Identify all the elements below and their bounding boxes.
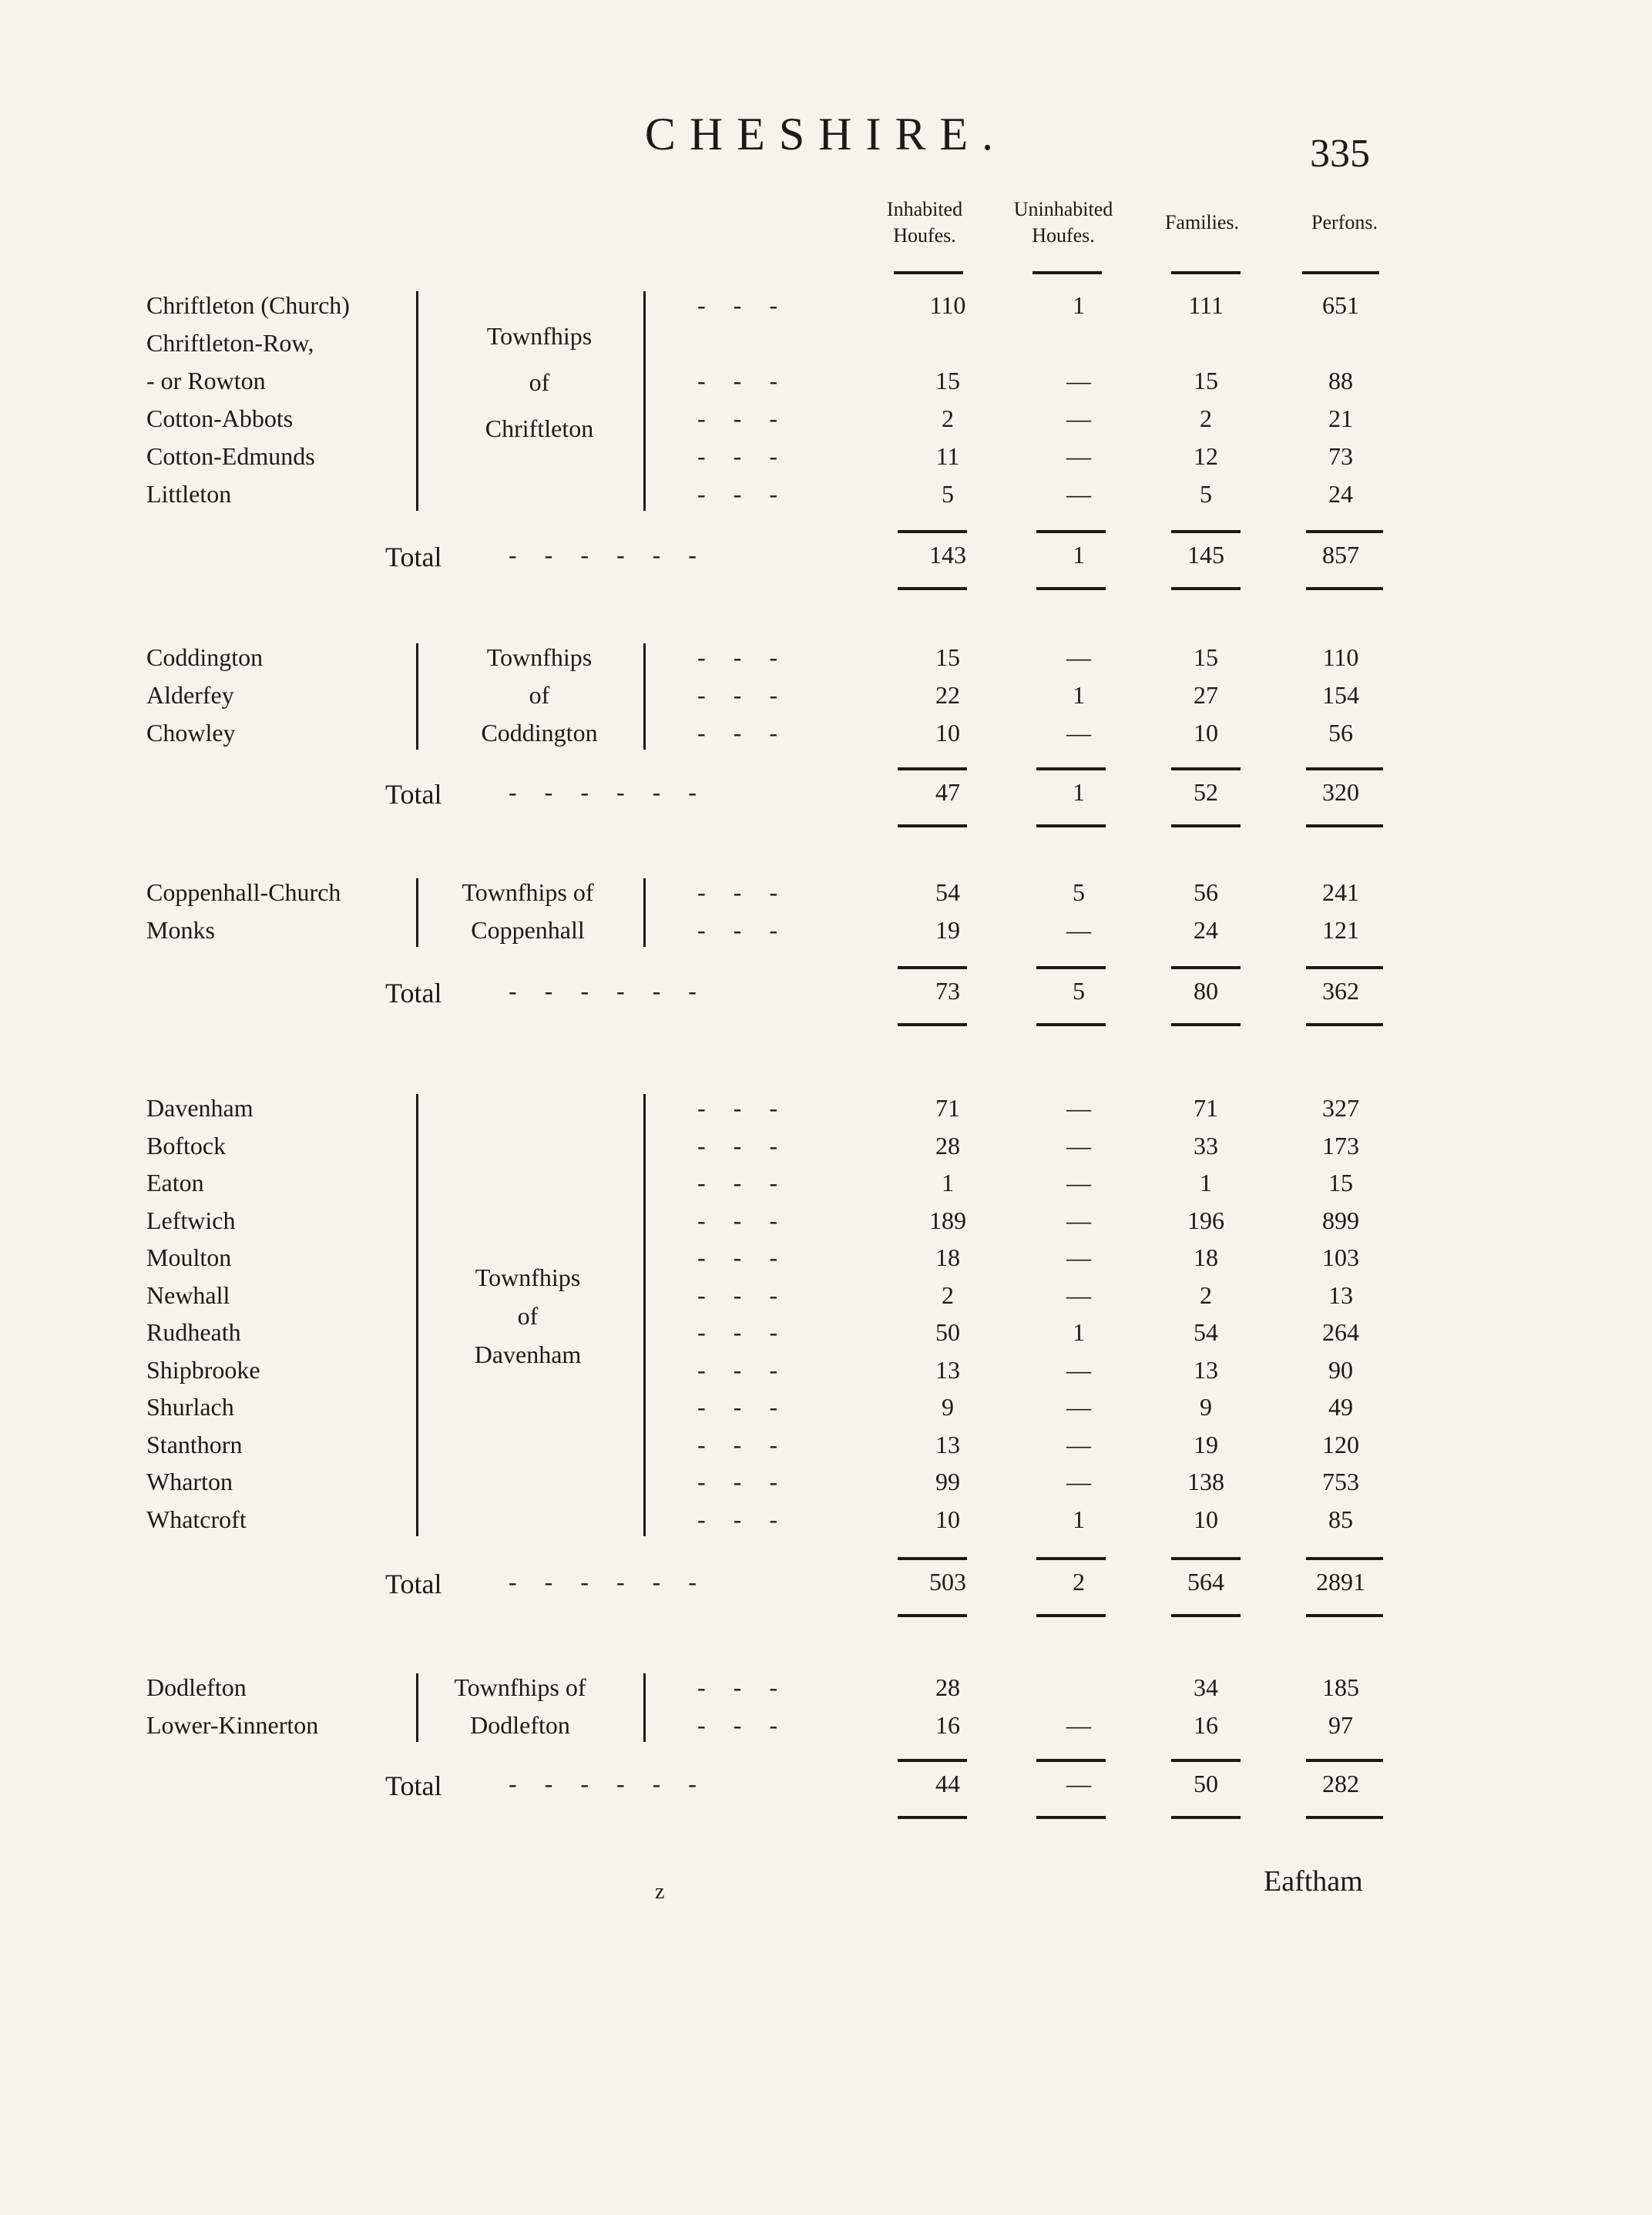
cell-uninhabited: 1 (1073, 1505, 1085, 1533)
place-name: Davenham (146, 1094, 254, 1122)
leader-dots: - - - (697, 1393, 788, 1421)
page-title: CHESHIRE. (644, 109, 1008, 159)
cell-persons: 15 (1328, 1169, 1353, 1196)
total-rule (1171, 1816, 1241, 1819)
cell-persons: 753 (1322, 1468, 1359, 1495)
total-rule (1036, 824, 1106, 827)
cell-families: 10 (1194, 719, 1218, 747)
township-note: Townfhips (486, 643, 593, 671)
cell-persons: 73 (1328, 442, 1353, 470)
total-inhabited: 143 (929, 541, 966, 569)
column-heading-uninhabited: Uninhabited Houfes. (1013, 198, 1113, 247)
township-note: Townfhips of (454, 1673, 586, 1701)
township-note: Townfhips (475, 1264, 581, 1291)
column-heading-inhabited: Inhabited Houfes. (886, 198, 963, 247)
total-rule (1036, 1614, 1106, 1617)
sum-rule (1036, 530, 1106, 533)
bracket-left (416, 1673, 418, 1742)
cell-inhabited: 15 (935, 643, 960, 671)
bracket-left (416, 1094, 418, 1536)
sum-rule (1306, 1759, 1383, 1762)
cell-inhabited: 189 (929, 1206, 966, 1234)
cell-persons: 103 (1322, 1243, 1359, 1271)
place-name: Chowley (146, 719, 236, 747)
place-name: Coppenhall-Church (146, 878, 341, 906)
leader-dots: - - - (697, 916, 788, 944)
total-rule (898, 1614, 967, 1617)
cell-inhabited: 50 (935, 1318, 960, 1346)
leader-dots: - - - (697, 1243, 788, 1271)
cell-uninhabited: — (1066, 1206, 1091, 1234)
cell-persons: 651 (1322, 291, 1359, 319)
township-note: Coddington (481, 719, 598, 747)
sum-rule (1306, 767, 1383, 770)
leader-dots: - - - (697, 719, 788, 747)
cell-uninhabited: — (1066, 719, 1091, 747)
cell-families: 12 (1194, 442, 1218, 470)
total-rule (1036, 1816, 1106, 1819)
signature-mark: z (655, 1880, 665, 1904)
total-families: 80 (1194, 977, 1218, 1005)
column-heading-persons: Perfons. (1311, 211, 1378, 233)
place-name: Moulton (146, 1243, 232, 1271)
cell-inhabited: 11 (935, 442, 960, 470)
cell-inhabited: 5 (942, 480, 954, 508)
cell-inhabited: 10 (935, 1505, 960, 1533)
total-persons: 2891 (1316, 1568, 1365, 1596)
cell-families: 15 (1194, 367, 1218, 394)
leader-dots: - - - - - - (509, 541, 707, 569)
cell-uninhabited: — (1066, 404, 1091, 432)
cell-uninhabited: — (1066, 1430, 1091, 1458)
place-name: Monks (146, 916, 215, 944)
sum-rule (1036, 1759, 1106, 1762)
cell-families: 2 (1200, 1280, 1212, 1309)
leader-dots: - - - (697, 1711, 788, 1739)
leader-dots: - - - (697, 480, 788, 508)
place-name: Shurlach (146, 1393, 234, 1421)
cell-inhabited: 13 (935, 1355, 960, 1384)
cell-uninhabited: — (1066, 1393, 1091, 1421)
leader-dots: - - - - - - (509, 1770, 707, 1797)
total-label: Total (385, 1569, 442, 1599)
cell-families: 24 (1194, 916, 1218, 944)
total-families: 50 (1194, 1770, 1218, 1797)
total-rule (898, 824, 967, 827)
cell-families: 138 (1187, 1468, 1224, 1495)
place-name: Dodlefton (146, 1673, 247, 1701)
cell-uninhabited: — (1066, 1280, 1091, 1309)
cell-persons: 90 (1328, 1355, 1353, 1384)
cell-uninhabited: 1 (1073, 1318, 1085, 1346)
bracket-left (416, 878, 418, 947)
place-name: Cotton-Edmunds (146, 442, 315, 470)
catchword: Eaftham (1264, 1865, 1363, 1898)
leader-dots: - - - (697, 1169, 788, 1196)
cell-persons: 154 (1322, 681, 1359, 709)
cell-families: 34 (1194, 1673, 1218, 1701)
cell-uninhabited: — (1066, 442, 1091, 470)
sum-rule (1036, 767, 1106, 770)
cell-uninhabited: — (1066, 1711, 1091, 1739)
cell-inhabited: 16 (935, 1711, 960, 1739)
cell-inhabited: 10 (935, 719, 960, 747)
cell-families: 10 (1194, 1505, 1218, 1533)
total-families: 52 (1194, 778, 1218, 806)
place-name: Lower-Kinnerton (146, 1711, 319, 1739)
cell-inhabited: 2 (942, 404, 954, 432)
place-name: - or Rowton (146, 367, 266, 394)
cell-inhabited: 54 (935, 878, 960, 906)
cell-persons: 56 (1328, 719, 1353, 747)
place-name: Cotton-Abbots (146, 404, 294, 432)
total-label: Total (385, 779, 442, 810)
cell-families: 71 (1194, 1094, 1218, 1122)
cell-uninhabited: — (1066, 1468, 1091, 1495)
place-name: Wharton (146, 1468, 233, 1495)
total-uninhabited: — (1066, 1770, 1091, 1797)
total-label: Total (385, 1770, 442, 1801)
cell-inhabited: 18 (935, 1243, 960, 1271)
total-rule (1036, 1023, 1106, 1026)
place-name: Coddington (146, 643, 264, 671)
cell-uninhabited: 1 (1073, 681, 1085, 709)
cell-persons: 97 (1328, 1711, 1353, 1739)
cell-families: 33 (1194, 1131, 1218, 1160)
township-note: Coppenhall (471, 916, 585, 944)
sum-rule (1306, 1557, 1383, 1560)
total-rule (1306, 1023, 1383, 1026)
heading-rule (1171, 271, 1241, 274)
cell-inhabited: 99 (935, 1468, 960, 1495)
bracket-right (643, 643, 646, 750)
sum-rule (1171, 1557, 1241, 1560)
township-note: Townfhips (486, 322, 593, 350)
cell-families: 111 (1188, 291, 1224, 319)
leader-dots: - - - (697, 404, 788, 432)
sum-rule (898, 767, 967, 770)
leader-dots: - - - (697, 1355, 788, 1384)
place-name: Leftwich (146, 1206, 236, 1234)
place-name: Eaton (146, 1169, 204, 1196)
bracket-right (643, 1094, 646, 1536)
total-rule (1306, 1614, 1383, 1617)
leader-dots: - - - (697, 1318, 788, 1346)
bracket-left (416, 643, 418, 750)
leader-dots: - - - (697, 1131, 788, 1160)
total-inhabited: 47 (935, 778, 960, 806)
total-inhabited: 73 (935, 977, 960, 1005)
cell-persons: 13 (1328, 1280, 1353, 1309)
cell-families: 9 (1200, 1393, 1212, 1421)
cell-inhabited: 9 (942, 1393, 954, 1421)
sum-rule (1306, 530, 1383, 533)
total-persons: 857 (1322, 541, 1359, 569)
sum-rule (898, 1557, 967, 1560)
column-heading-families: Families. (1164, 211, 1240, 233)
cell-persons: 21 (1328, 404, 1353, 432)
sum-rule (1171, 966, 1241, 969)
cell-inhabited: 2 (942, 1280, 954, 1309)
cell-persons: 241 (1322, 878, 1359, 906)
cell-persons: 173 (1322, 1131, 1359, 1160)
total-uninhabited: 1 (1073, 541, 1085, 569)
total-rule (1171, 824, 1241, 827)
place-name: Alderfey (146, 681, 234, 709)
cell-persons: 899 (1322, 1206, 1359, 1234)
cell-families: 16 (1194, 1711, 1218, 1739)
cell-uninhabited: — (1066, 367, 1091, 394)
cell-families: 15 (1194, 643, 1218, 671)
leader-dots: - - - (697, 1468, 788, 1495)
cell-persons: 185 (1322, 1673, 1359, 1701)
leader-dots: - - - (697, 367, 788, 394)
leader-dots: - - - (697, 291, 788, 319)
total-inhabited: 44 (935, 1770, 960, 1797)
cell-inhabited: 28 (935, 1131, 960, 1160)
cell-uninhabited: — (1066, 643, 1091, 671)
cell-families: 196 (1187, 1206, 1224, 1234)
sum-rule (898, 1759, 967, 1762)
leader-dots: - - - (697, 1673, 788, 1701)
total-rule (1171, 587, 1241, 590)
sum-rule (1171, 767, 1241, 770)
cell-families: 27 (1194, 681, 1218, 709)
sum-rule (1306, 966, 1383, 969)
total-rule (898, 587, 967, 590)
total-uninhabited: 2 (1073, 1568, 1085, 1596)
heading-rule (1302, 271, 1379, 274)
total-rule (898, 1023, 967, 1026)
place-name: Chriftleton-Row, (146, 329, 314, 357)
total-uninhabited: 1 (1073, 778, 1085, 806)
cell-persons: 120 (1322, 1430, 1359, 1458)
total-rule (1036, 587, 1106, 590)
total-persons: 282 (1322, 1770, 1359, 1797)
cell-uninhabited: — (1066, 1243, 1091, 1271)
total-label: Total (385, 542, 442, 572)
total-families: 145 (1187, 541, 1224, 569)
leader-dots: - - - (697, 1280, 788, 1309)
cell-inhabited: 71 (935, 1094, 960, 1122)
total-inhabited: 503 (929, 1568, 966, 1596)
cell-families: 18 (1194, 1243, 1218, 1271)
place-name: Whatcroft (146, 1505, 247, 1533)
place-name: Boftock (146, 1131, 227, 1160)
leader-dots: - - - - - - (509, 977, 707, 1005)
township-note: Townfhips of (462, 878, 594, 906)
sum-rule (1036, 1557, 1106, 1560)
total-families: 564 (1187, 1568, 1224, 1596)
cell-families: 2 (1200, 404, 1212, 432)
leader-dots: - - - (697, 1094, 788, 1122)
cell-persons: 110 (1322, 643, 1359, 671)
township-note: Chriftleton (485, 414, 594, 442)
township-note: Davenham (474, 1341, 582, 1368)
total-rule (1306, 587, 1383, 590)
total-rule (1306, 1816, 1383, 1819)
bracket-right (643, 878, 646, 947)
leader-dots: - - - (697, 1430, 788, 1458)
bracket-left (416, 291, 418, 511)
leader-dots: - - - (697, 1206, 788, 1234)
cell-persons: 49 (1328, 1393, 1353, 1421)
total-persons: 362 (1322, 977, 1359, 1005)
township-note: Dodlefton (470, 1711, 570, 1739)
cell-inhabited: 22 (935, 681, 960, 709)
leader-dots: - - - - - - (509, 1568, 707, 1596)
cell-families: 19 (1194, 1430, 1218, 1458)
leader-dots: - - - (697, 442, 788, 470)
township-note: of (517, 1302, 539, 1330)
leader-dots: - - - (697, 681, 788, 709)
bracket-right (643, 291, 646, 511)
page-number: 335 (1310, 132, 1370, 176)
cell-uninhabited: 1 (1073, 291, 1085, 319)
sum-rule (1171, 530, 1241, 533)
cell-uninhabited: — (1066, 1169, 1091, 1196)
total-persons: 320 (1322, 778, 1359, 806)
leader-dots: - - - - - - (509, 778, 707, 806)
sum-rule (1036, 966, 1106, 969)
leader-dots: - - - (697, 643, 788, 671)
leader-dots: - - - (697, 878, 788, 906)
cell-families: 13 (1194, 1355, 1218, 1384)
cell-uninhabited: — (1066, 1131, 1091, 1160)
sum-rule (898, 530, 967, 533)
cell-inhabited: 1 (942, 1169, 954, 1196)
cell-uninhabited: 5 (1073, 878, 1085, 906)
cell-uninhabited: — (1066, 1355, 1091, 1384)
cell-inhabited: 19 (935, 916, 960, 944)
cell-families: 5 (1200, 480, 1212, 508)
place-name: Stanthorn (146, 1430, 243, 1458)
cell-persons: 88 (1328, 367, 1353, 394)
total-label: Total (385, 978, 442, 1008)
total-rule (1171, 1614, 1241, 1617)
township-note: of (529, 368, 550, 396)
leader-dots: - - - (697, 1505, 788, 1533)
cell-uninhabited: — (1066, 1094, 1091, 1122)
cell-families: 54 (1194, 1318, 1218, 1346)
cell-persons: 264 (1322, 1318, 1359, 1346)
cell-inhabited: 13 (935, 1430, 960, 1458)
bracket-right (643, 1673, 646, 1742)
cell-uninhabited: — (1066, 916, 1091, 944)
heading-rule (894, 271, 963, 274)
cell-persons: 85 (1328, 1505, 1353, 1533)
cell-inhabited: 28 (935, 1673, 960, 1701)
cell-inhabited: 110 (929, 291, 966, 319)
place-name: Shipbrooke (146, 1355, 260, 1384)
township-note: of (529, 681, 550, 709)
sum-rule (898, 966, 967, 969)
total-rule (898, 1816, 967, 1819)
total-rule (1171, 1023, 1241, 1026)
heading-rule (1032, 271, 1102, 274)
cell-persons: 24 (1328, 480, 1353, 508)
cell-families: 1 (1200, 1169, 1212, 1196)
cell-families: 56 (1194, 878, 1218, 906)
place-name: Newhall (146, 1280, 230, 1309)
total-uninhabited: 5 (1073, 977, 1085, 1005)
place-name: Chriftleton (Church) (146, 291, 350, 319)
sum-rule (1171, 1759, 1241, 1762)
place-name: Rudheath (146, 1318, 241, 1346)
total-rule (1306, 824, 1383, 827)
place-name: Littleton (146, 480, 232, 508)
cell-persons: 327 (1322, 1094, 1359, 1122)
cell-uninhabited: — (1066, 480, 1091, 508)
cell-inhabited: 15 (935, 367, 960, 394)
cell-persons: 121 (1322, 916, 1359, 944)
